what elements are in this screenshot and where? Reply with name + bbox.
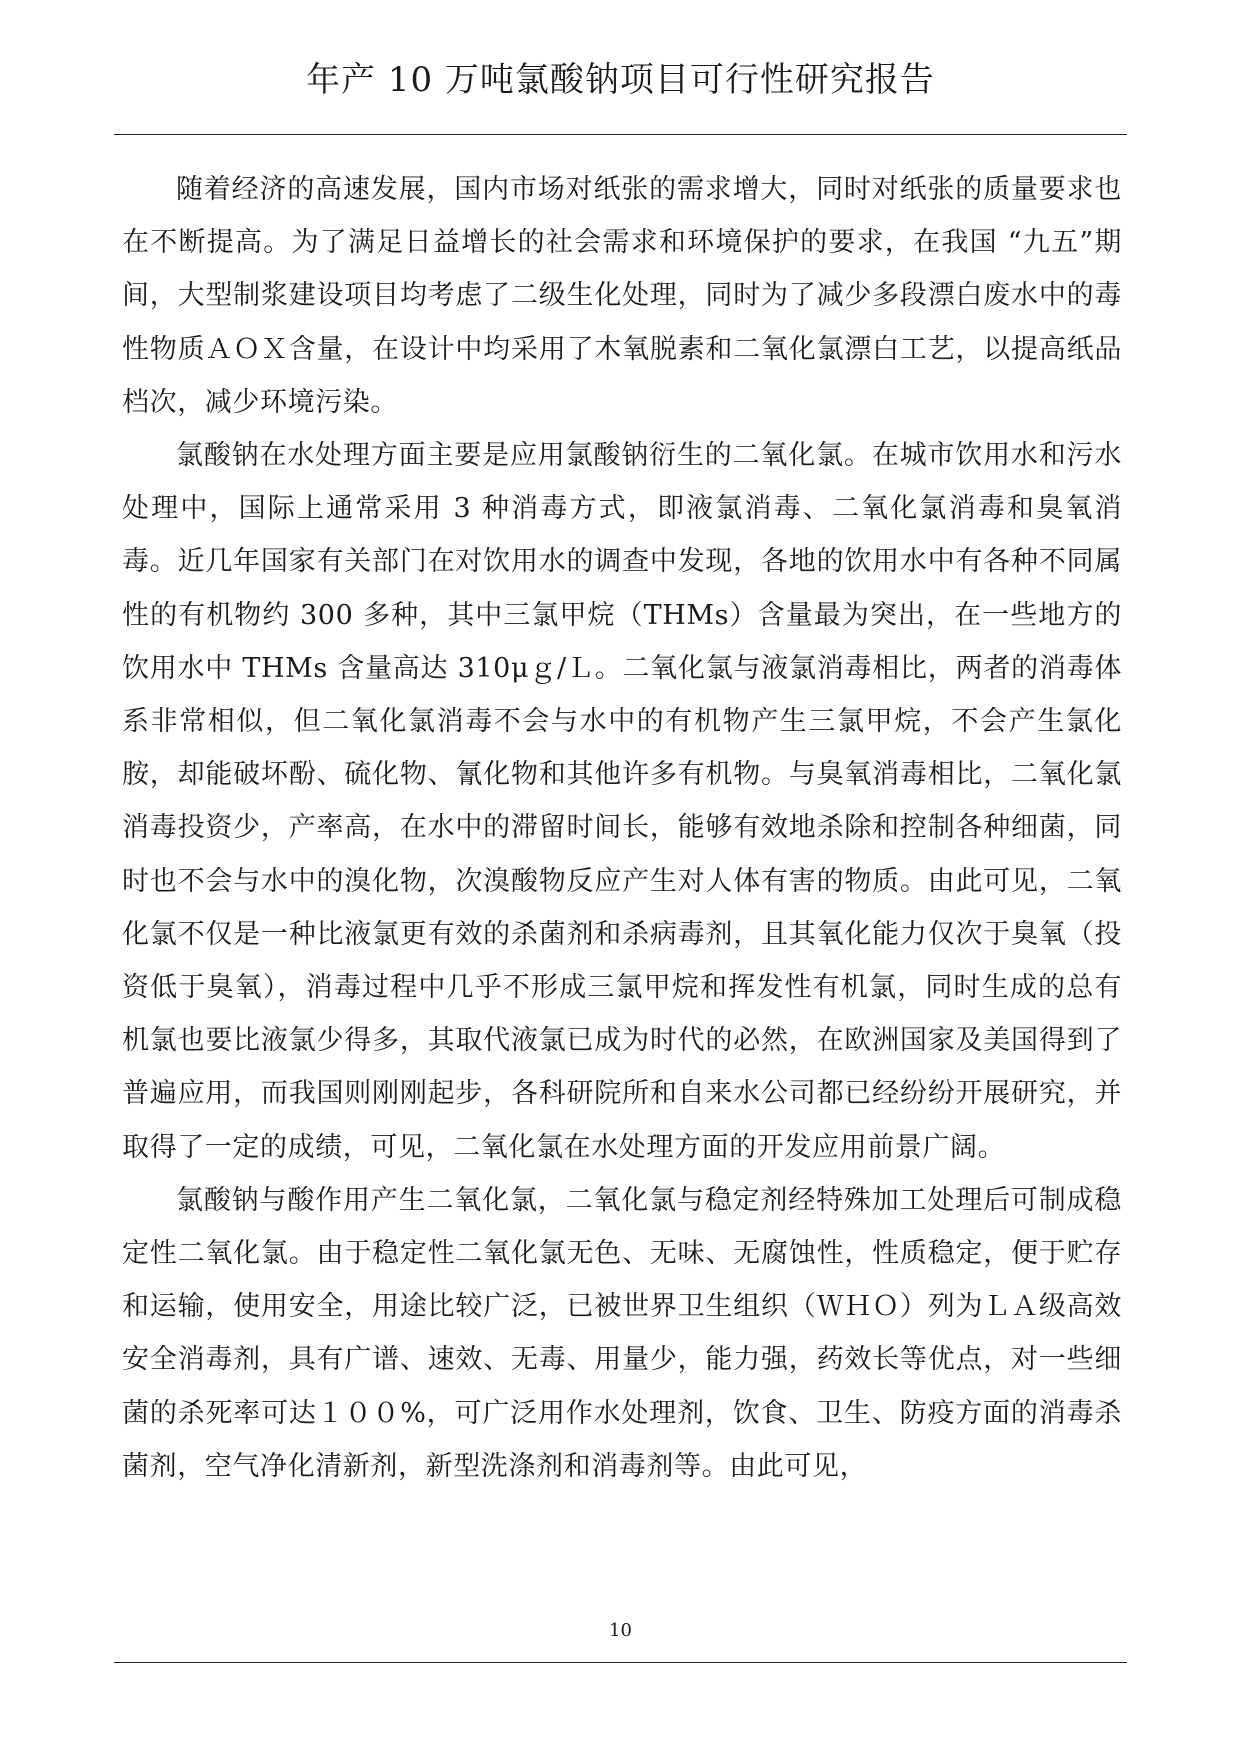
paragraph-3: 氯酸钠与酸作用产生二氧化氯，二氧化氯与稳定剂经特殊加工处理后可制成稳定性二氧化氯。由于稳定性二氧化氯无色、无味、无腐蚀性，性质稳定，便于贮存和运输，使用安全，用途比较广泛，已被世界卫生组织（ＷＨＯ）列为ＬＡ级高效安全消毒剂，具有广谱、速效、无毒、用量少，能力强，药效长等优点，对一些细菌的杀死率可达１００%，可广泛用作水处理剂，饮食、卫生、防疫方面的消毒杀菌剂，空气净化清新剂，新型洗涤剂和消毒剂等。由此可见， <box>122 1184 1122 1482</box>
header-rule <box>114 134 1127 135</box>
page-header-title: 年产 10 万吨氯酸钠项目可行性研究报告 <box>306 60 935 100</box>
paragraph-2: 氯酸钠在水处理方面主要是应用氯酸钠衍生的二氧化氯。在城市饮用水和污水处理中，国际上通常采用 3 种消毒方式，即液氯消毒、二氧化氯消毒和臭氧消毒。近几年国家有关部门在对饮用水的调查中发现，各地的饮用水中有各种不同属性的有机物约 300 多种，其中三氯甲烷（THMs）含量最为突出，在一些地方的饮用水中 THMs 含量高达 310μｇ/Ｌ。二氧化氯与液氯消毒相比，两者的消毒体系非常相似，但二氧化氯消毒不会与水中的有机物产生三氯甲烷，不会产生氯化胺，却能破坏酚、硫化物、氰化物和其他许多有机物。与臭氧消毒相比，二氧化氯消毒投资少，产率高，在水中的滞留时间长，能够有效地杀除和控制各种细菌，同时也不会与水中的溴化物，次溴酸物反应产生对人体有害的物质。由此可见，二氧化氯不仅是一种比液氯更有效的杀菌剂和杀病毒剂，且其氧化能力仅次于臭氧（投资低于臭氧），消毒过程中几乎不形成三氯甲烷和挥发性有机氯，同时生成的总有机氯也要比液氯少得多，其取代液氯已成为时代的必然，在欧洲国家及美国得到了普遍应用，而我国则刚刚起步，各科研院所和自来水公司都已经纷纷开展研究，并取得了一定的成绩，可见，二氧化氯在水处理方面的开发应用前景广阔。 <box>122 440 1122 1163</box>
body-text <box>122 163 1122 1493</box>
page-number: 10 <box>609 1620 632 1641</box>
paragraph-1: 随着经济的高速发展，国内市场对纸张的需求增大，同时对纸张的质量要求也在不断提高。为了满足日益增长的社会需求和环境保护的要求，在我国 “九五”期间，大型制浆建设项目均考虑了二级生化处理，同时为了减少多段漂白废水中的毒性物质ＡＯＸ含量，在设计中均采用了木氧脱素和二氧化氯漂白工艺，以提高纸品档次，减少环境污染。 <box>122 174 1122 418</box>
footer-rule <box>114 1662 1127 1663</box>
